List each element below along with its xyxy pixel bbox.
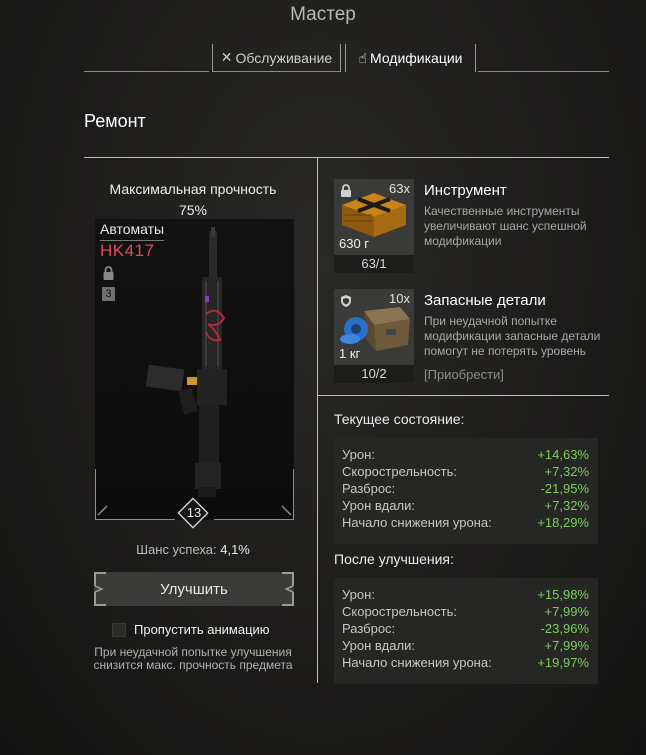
success-chance-label: Шанс успеха:: [136, 542, 217, 557]
buy-spare-parts-link[interactable]: [Приобрести]: [424, 367, 504, 382]
stat-value: +15,98%: [537, 587, 589, 602]
stat-name: Начало снижения урона:: [342, 655, 492, 670]
stat-row: [342, 586, 589, 603]
shield-icon: [340, 294, 352, 308]
after-upgrade-box: [334, 578, 598, 684]
tool-title: Инструмент: [424, 182, 507, 199]
lock-icon: [340, 184, 352, 198]
hand-icon: ☝: [358, 49, 367, 66]
stat-value: -23,96%: [540, 621, 589, 636]
section-title: Ремонт: [84, 111, 146, 131]
column-divider: [317, 157, 318, 683]
stat-name: Скорострельность:: [342, 464, 458, 479]
stat-name: Скорострельность:: [342, 604, 458, 619]
items-divider: [317, 395, 609, 396]
tab-maintenance[interactable]: [212, 44, 341, 72]
max-durability-label: Максимальная прочность: [109, 181, 277, 197]
stat-value: +19,97%: [537, 655, 589, 670]
current-state-box: [334, 438, 598, 544]
stat-row: [342, 497, 589, 514]
stat-value: +7,32%: [544, 498, 589, 513]
upgrade-level-value: 13: [186, 505, 202, 520]
window-title: Мастер: [290, 4, 356, 25]
upgrade-button-frame: [94, 572, 294, 606]
weapon-level-badge: 3: [102, 287, 115, 301]
success-chance: [84, 542, 302, 557]
spare-parts-weight: 1 кг: [339, 346, 361, 361]
stat-row: [342, 637, 589, 654]
tool-footer: 63/1: [334, 255, 414, 273]
tab-modifications[interactable]: [345, 44, 476, 72]
wrench-screwdriver-icon: ✕: [220, 49, 233, 65]
weapon-name: HK417: [100, 241, 155, 260]
stat-value: +7,32%: [544, 464, 589, 479]
spare-parts-footer: 10/2: [334, 365, 414, 383]
stat-row: [342, 480, 589, 497]
current-state-title: Текущее состояние:: [334, 411, 465, 427]
failure-warning: При неудачной попытке улучшения снизится макс. прочность предмета: [93, 645, 293, 672]
stat-row: [342, 446, 589, 463]
weapon-card[interactable]: [95, 219, 294, 520]
skip-animation-row[interactable]: [112, 622, 270, 637]
stat-row: [342, 463, 589, 480]
skip-animation-checkbox[interactable]: [112, 623, 126, 637]
stat-value: +7,99%: [544, 604, 589, 619]
stat-row: [342, 603, 589, 620]
stat-value: +18,29%: [537, 515, 589, 530]
stat-name: Урон:: [342, 447, 375, 462]
stat-name: Начало снижения урона:: [342, 515, 492, 530]
spare-parts-slot[interactable]: [334, 289, 414, 383]
stat-name: Разброс:: [342, 481, 396, 496]
spare-parts-title: Запасные детали: [424, 292, 546, 309]
tab-maintenance-label: Обслуживание: [235, 49, 333, 66]
weapon-category: Автоматы: [100, 221, 165, 237]
tool-count: 63x: [389, 181, 410, 196]
stat-name: Урон вдали:: [342, 638, 415, 653]
section-divider: [84, 157, 609, 158]
stat-row: [342, 620, 589, 637]
upgrade-button[interactable]: Улучшить: [94, 572, 294, 606]
spare-parts-description: При неудачной попытке модификации запасные детали помогут не потерять уровень: [424, 314, 601, 358]
stat-value: +14,63%: [537, 447, 589, 462]
stat-row: [342, 654, 589, 671]
stat-name: Разброс:: [342, 621, 396, 636]
after-upgrade-title: После улучшения:: [334, 551, 454, 567]
stat-row: [342, 514, 589, 531]
tabs-divider-left: [84, 71, 209, 72]
success-chance-value: 4,1%: [220, 542, 250, 557]
tabs-divider-right: [478, 71, 609, 72]
tool-description: Качественные инструменты увеличивают шанс успешной модификации: [424, 204, 587, 248]
spare-parts-count: 10x: [389, 291, 410, 306]
stat-name: Урон вдали:: [342, 498, 415, 513]
tool-slot[interactable]: [334, 179, 414, 273]
tool-weight: 630 г: [339, 236, 370, 251]
stat-value: -21,95%: [540, 481, 589, 496]
tab-modifications-label: Модификации: [370, 50, 463, 66]
max-durability-value: 75%: [178, 202, 208, 218]
stat-name: Урон:: [342, 587, 375, 602]
weapon-card-frame: [95, 219, 294, 520]
skip-animation-label: Пропустить анимацию: [134, 622, 270, 637]
stat-value: +7,99%: [544, 638, 589, 653]
